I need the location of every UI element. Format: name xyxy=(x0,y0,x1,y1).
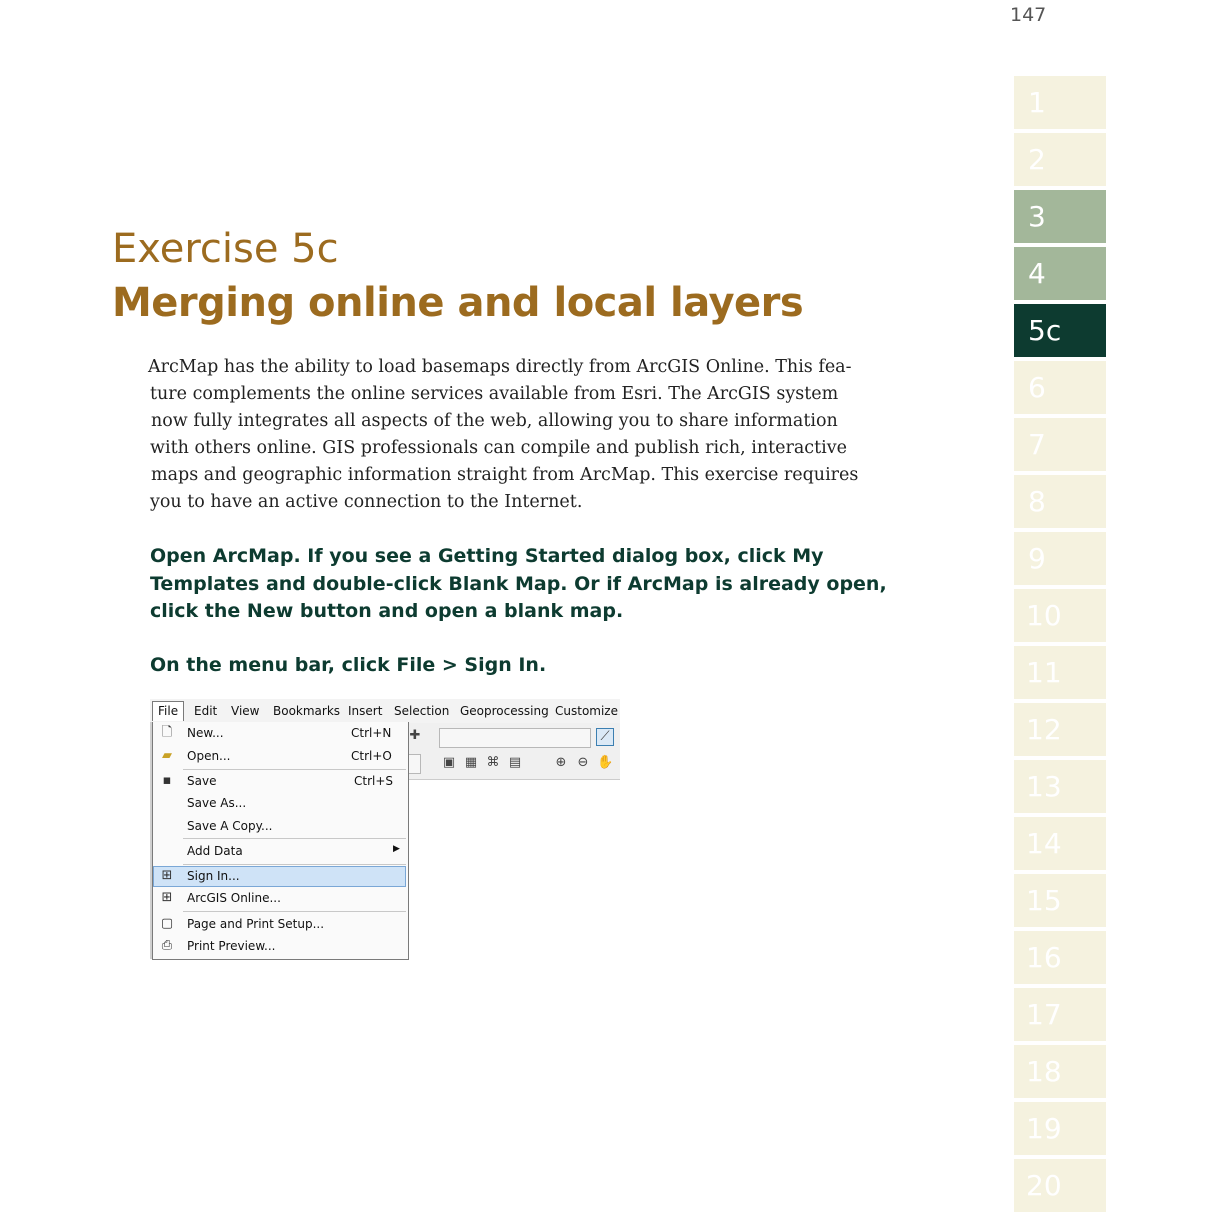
menu-edit[interactable]: Edit xyxy=(194,704,218,718)
menu-item-arcgis-online[interactable]: ⊞ ArcGIS Online... xyxy=(153,888,406,909)
chapter-tab-2[interactable]: 2 xyxy=(1014,133,1106,186)
intro-line: with others online. GIS professionals can compile and publish rich, interactive xyxy=(150,438,847,458)
menu-bookmarks[interactable]: Bookmarks xyxy=(273,704,341,718)
intro-paragraph xyxy=(148,354,859,516)
arcmap-screenshot xyxy=(150,699,620,959)
chapter-tab-4[interactable]: 4 xyxy=(1014,247,1106,300)
file-menu-dropdown xyxy=(152,722,409,960)
menu-bar xyxy=(150,699,620,723)
intro-line: you to have an active connection to the Internet. xyxy=(150,492,583,512)
add-data-icon[interactable]: ✚ xyxy=(409,728,421,743)
menu-item-add-data[interactable]: Add Data ▶ xyxy=(187,844,400,858)
exercise-label: Exercise 5c xyxy=(112,226,339,272)
chapter-tabs xyxy=(1014,76,1106,1216)
chapter-tab-8[interactable]: 8 xyxy=(1014,475,1106,528)
menu-separator xyxy=(183,769,406,770)
menu-item-print-preview[interactable]: ⎙ Print Preview... xyxy=(153,936,406,957)
intro-line: now fully integrates all aspects of the web, allowing you to share information xyxy=(151,411,838,431)
step-line: Open ArcMap. If you see a Getting Started dialog box, click My xyxy=(150,545,824,567)
grid-icon[interactable]: ▦ xyxy=(464,755,478,770)
menu-item-sign-in[interactable]: ⊞ Sign In... xyxy=(153,866,406,887)
layout-icon[interactable]: ▣ xyxy=(442,755,456,770)
menu-geoprocessing[interactable]: Geoprocessing xyxy=(460,704,549,718)
step-line: On the menu bar, click File > Sign In. xyxy=(150,654,547,676)
chapter-tab-14[interactable]: 14 xyxy=(1014,817,1106,870)
chapter-tab-10[interactable]: 10 xyxy=(1014,589,1106,642)
toolbar-area xyxy=(405,723,620,780)
step-line: click the New button and open a blank map. xyxy=(150,600,624,622)
chapter-tab-18[interactable]: 18 xyxy=(1014,1045,1106,1098)
save-disk-icon: ▪ xyxy=(162,773,172,788)
zoom-out-icon[interactable]: ⊖ xyxy=(577,755,589,770)
menu-item-save-a-copy[interactable]: Save A Copy... xyxy=(187,819,273,833)
page-setup-icon: ▢ xyxy=(160,916,174,931)
chapter-tab-7[interactable]: 7 xyxy=(1014,418,1106,471)
chapter-tab-16[interactable]: 16 xyxy=(1014,931,1106,984)
chapter-tab-3[interactable]: 3 xyxy=(1014,190,1106,243)
step-sign-in xyxy=(150,652,850,680)
arcgis-online-icon: ⊞ xyxy=(161,890,173,905)
intro-line: ture complements the online services available from Esri. The ArcGIS system xyxy=(150,384,839,404)
menu-item-save[interactable]: ▪ Save Ctrl+S xyxy=(153,771,406,792)
chapter-tab-1[interactable]: 1 xyxy=(1014,76,1106,129)
new-document-icon: 🗋 xyxy=(161,725,173,740)
menu-item-open[interactable]: ▰ Open... Ctrl+O xyxy=(153,746,406,767)
pan-hand-icon[interactable]: ✋ xyxy=(597,755,614,770)
menu-separator xyxy=(183,911,406,912)
sign-in-icon: ⊞ xyxy=(161,868,173,883)
intro-line: maps and geographic information straight from ArcMap. This exercise requires xyxy=(151,465,859,485)
menu-customize[interactable]: Customize xyxy=(555,704,618,718)
editor-icon[interactable]: ⟋ xyxy=(596,728,614,746)
print-preview-icon: ⎙ xyxy=(161,938,173,953)
exercise-title: Merging online and local layers xyxy=(112,280,804,326)
intro-line: ArcMap has the ability to load basemaps directly from ArcGIS Online. This fea- xyxy=(148,357,852,377)
chapter-tab-9[interactable]: 9 xyxy=(1014,532,1106,585)
menu-selection[interactable]: Selection xyxy=(394,704,450,718)
menu-separator xyxy=(183,838,406,839)
report-icon[interactable]: ▤ xyxy=(508,755,522,770)
menu-separator xyxy=(183,864,406,865)
menu-view[interactable]: View xyxy=(231,704,260,718)
menu-item-new[interactable]: 🗋 New... Ctrl+N xyxy=(153,723,406,744)
page-number: 147 xyxy=(1010,4,1047,26)
scale-combo[interactable] xyxy=(439,728,591,748)
chapter-tab-17[interactable]: 17 xyxy=(1014,988,1106,1041)
menu-item-save-as[interactable]: Save As... xyxy=(187,796,247,810)
chapter-tab-20[interactable]: 20 xyxy=(1014,1159,1106,1212)
chapter-tab-13[interactable]: 13 xyxy=(1014,760,1106,813)
chapter-tab-15[interactable]: 15 xyxy=(1014,874,1106,927)
step-open-arcmap xyxy=(150,543,887,626)
zoom-in-icon[interactable]: ⊕ xyxy=(555,755,567,770)
menu-insert[interactable]: Insert xyxy=(348,704,383,718)
chapter-tab-5c[interactable]: 5c xyxy=(1014,304,1106,357)
step-line: Templates and double-click Blank Map. Or if ArcMap is already open, xyxy=(150,572,887,595)
chapter-tab-11[interactable]: 11 xyxy=(1014,646,1106,699)
chapter-tab-6[interactable]: 6 xyxy=(1014,361,1106,414)
chapter-tab-19[interactable]: 19 xyxy=(1014,1102,1106,1155)
submenu-arrow-icon: ▶ xyxy=(393,844,400,854)
binoculars-icon[interactable]: ⌘ xyxy=(486,755,500,770)
open-folder-icon: ▰ xyxy=(162,748,172,763)
menu-file[interactable]: File xyxy=(152,701,184,721)
menu-item-page-print-setup[interactable]: ▢ Page and Print Setup... xyxy=(160,916,325,931)
chapter-tab-12[interactable]: 12 xyxy=(1014,703,1106,756)
